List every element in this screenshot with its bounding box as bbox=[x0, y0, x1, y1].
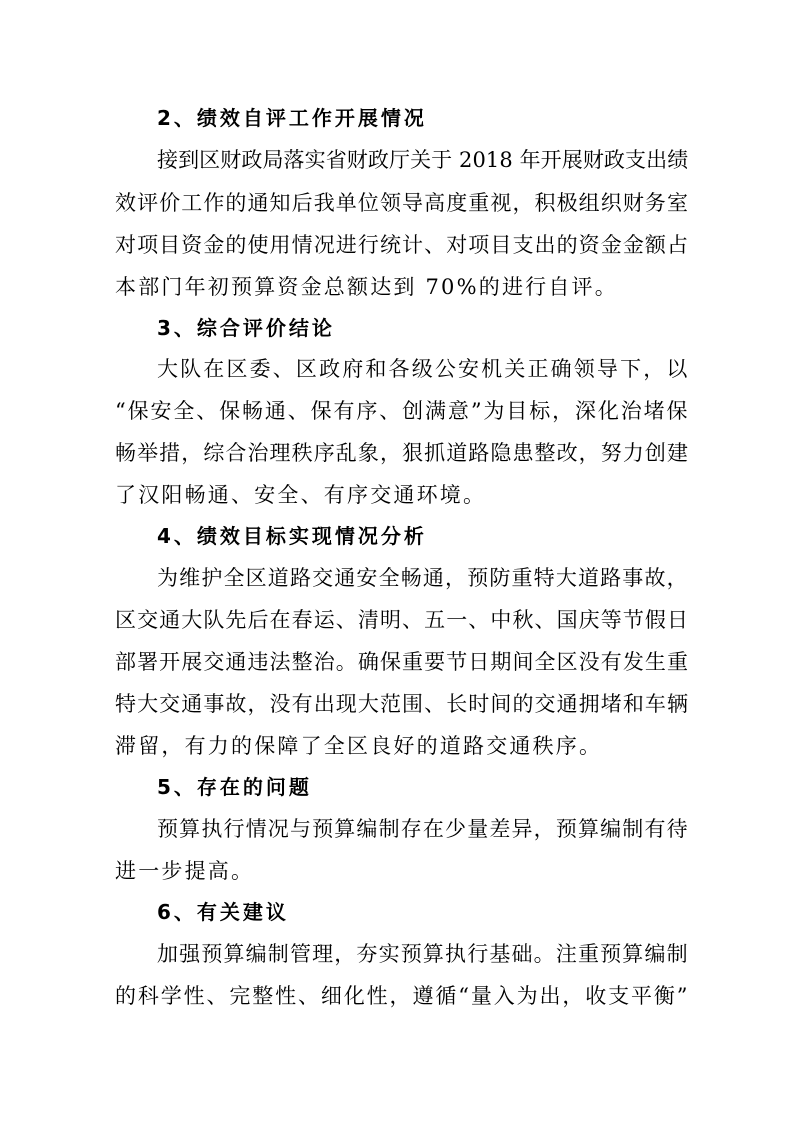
section-heading-6: 6、有关建议 bbox=[157, 900, 289, 924]
section-4-line-1: 为维护全区道路交通安全畅通，预防重特大道路事故， bbox=[157, 566, 689, 590]
section-5-line-1: 预算执行情况与预算编制存在少量差异，预算编制有待 bbox=[157, 817, 689, 841]
section-heading-2: 2、绩效自评工作开展情况 bbox=[157, 106, 427, 130]
section-heading-4: 4、绩效目标实现情况分析 bbox=[157, 524, 427, 548]
section-4-line-2: 区交通大队先后在春运、清明、五一、中秋、国庆等节假日 bbox=[115, 608, 690, 632]
section-3-line-3: 畅举措，综合治理秩序乱象，狠抓道路隐患整改，努力创建 bbox=[115, 441, 690, 465]
section-4-line-4: 特大交通事故，没有出现大范围、长时间的交通拥堵和车辆 bbox=[115, 692, 690, 716]
section-heading-3: 3、综合评价结论 bbox=[157, 316, 335, 340]
section-6-line-1: 加强预算编制管理，夯实预算执行基础。注重预算编制 bbox=[157, 942, 689, 966]
section-3-line-2: “保安全、保畅通、保有序、创满意”为目标，深化治堵保 bbox=[115, 399, 690, 423]
section-3-line-4: 了汉阳畅通、安全、有序交通环境。 bbox=[115, 483, 487, 507]
section-4-line-3: 部署开展交通违法整治。确保重要节日期间全区没有发生重 bbox=[115, 650, 690, 674]
section-2-line-1: 接到区财政局落实省财政厅关于 2018 年开展财政支出绩 bbox=[157, 148, 689, 172]
section-5-line-2: 进一步提高。 bbox=[115, 859, 255, 883]
section-2-line-2: 效评价工作的通知后我单位领导高度重视，积极组织财务室 bbox=[115, 191, 690, 215]
section-6-line-2: 的科学性、完整性、细化性，遵循“量入为出，收支平衡” bbox=[115, 984, 690, 1008]
section-3-line-1: 大队在区委、区政府和各级公安机关正确领导下，以 bbox=[157, 357, 690, 381]
section-2-line-3: 对项目资金的使用情况进行统计、对项目支出的资金金额占 bbox=[115, 233, 690, 257]
section-2-line-4: 本部门年初预算资金总额达到 70%的进行自评。 bbox=[115, 275, 618, 299]
section-4-line-5: 滞留，有力的保障了全区良好的道路交通秩序。 bbox=[115, 734, 603, 758]
section-heading-5: 5、存在的问题 bbox=[157, 775, 312, 799]
